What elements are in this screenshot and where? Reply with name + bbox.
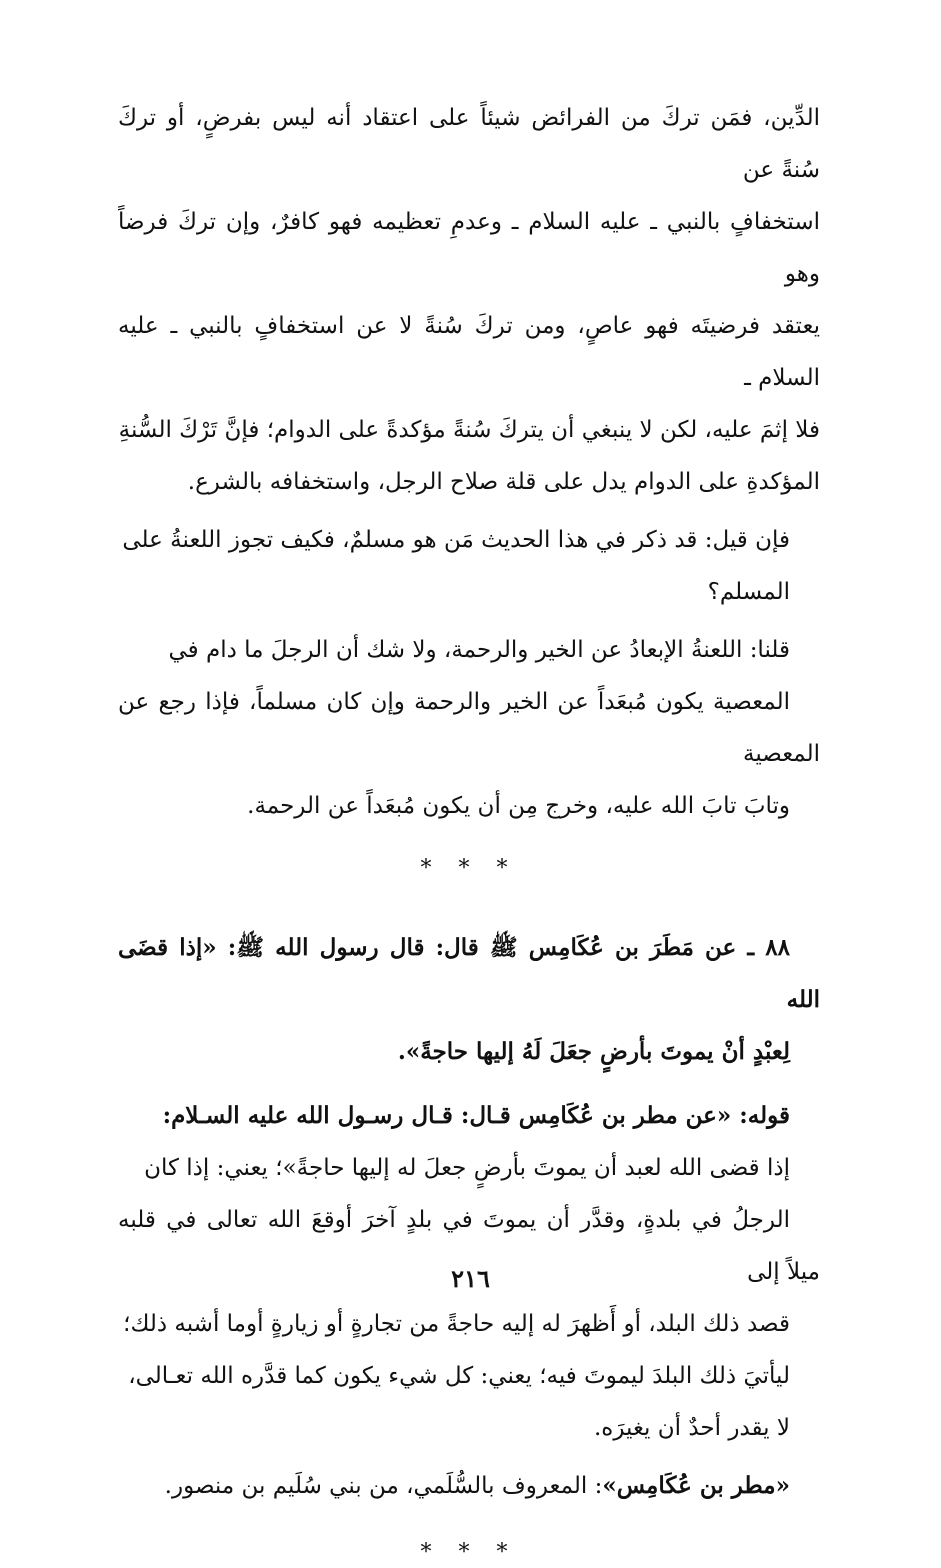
paragraph-answer xyxy=(118,624,820,832)
text-line: فإن قيل: قد ذكر في هذا الحديث مَن هو مسلمٌ، فكيف تجوز اللعنةُ على xyxy=(122,527,790,553)
text-line: قصد ذلك البلد، أو أَظهرَ له إليه حاجةً من تجارةٍ أو زيارةٍ أوما أشبه ذلك؛ xyxy=(123,1311,790,1337)
narrator-description: : المعروف بالسُّلَمي، من بني سُلَيم بن منصور. xyxy=(164,1473,603,1499)
text-line: المعصية يكون مُبعَداً عن الخير والرحمة وإن كان مسلماً، فإذا رجع عن المعصية xyxy=(118,689,820,767)
narrator-term: «مطر بن عُكَامِس» xyxy=(602,1472,790,1499)
text-line: المؤكدةِ على الدوام يدل على قلة صلاح الرجل، واستخفافه بالشرع. xyxy=(187,469,820,495)
text-line: لِعبْدٍ أنْ يموتَ بأرضٍ جعَلَ لَهُ إليها حاجةً». xyxy=(397,1038,790,1065)
text-line: فلا إثمَ عليه، لكن لا ينبغي أن يتركَ سُنةً مؤكدةً على الدوام؛ فإنَّ تَرْكَ السُّنةِ xyxy=(118,417,820,443)
text-line: ٨٨ ـ عن مَطَرَ بن عُكَامِس ﷺ قال: قال رسول الله ﷺ: «إذا قضَى الله xyxy=(118,934,820,1013)
text-line: الرجلُ في بلدةٍ، وقدَّر أن يموتَ في بلدٍ آخرَ أوقعَ الله تعالى في قلبه ميلاً إلى xyxy=(118,1207,820,1285)
text-line: إذا قضى الله لعبد أن يموتَ بأرضٍ جعلَ له إليها حاجةً»؛ يعني: إذا كان xyxy=(144,1155,790,1181)
paragraph-question xyxy=(118,514,820,618)
text-line: قوله: «عن مطر بن عُكَامِس قـال: قـال رسـول الله عليه السـلام: xyxy=(162,1102,790,1129)
text-line: الدِّين، فمَن تركَ من الفرائض شيئاً على اعتقاد أنه ليس بفرضٍ، أو تركَ سُنةً عن xyxy=(118,105,820,183)
paragraph-narrator-note xyxy=(118,1460,820,1512)
section-separator: * * * xyxy=(420,856,518,881)
text-line: استخفافٍ بالنبي ـ عليه السلام ـ وعدمِ تعظيمه فهو كافرٌ، وإن تركَ فرضاً وهو xyxy=(118,209,820,287)
text-line: لا يقدر أحدٌ أن يغيرَه. xyxy=(593,1415,790,1441)
text-line: قلنا: اللعنةُ الإبعادُ عن الخير والرحمة، ولا شك أن الرجلَ ما دام في xyxy=(168,637,790,663)
text-line: المسلم؟ xyxy=(707,579,790,605)
page-body xyxy=(118,92,820,1568)
section-separator: * * * xyxy=(420,1540,518,1565)
text-line: ليأتيَ ذلك البلدَ ليموتَ فيه؛ يعني: كل شيء يكون كما قدَّره الله تعـالى، xyxy=(128,1363,790,1389)
paragraph-sunnah xyxy=(118,92,820,508)
text-line: يعتقد فرضيتَه فهو عاصٍ، ومن تركَ سُنةً لا عن استخفافٍ بالنبي ـ عليه السلام ـ xyxy=(118,313,820,391)
hadith-text xyxy=(118,922,820,1078)
text-line: وتابَ تابَ الله عليه، وخرج مِن أن يكون مُبعَداً عن الرحمة. xyxy=(247,793,790,819)
page-number: ٢١٦ xyxy=(451,1264,490,1293)
